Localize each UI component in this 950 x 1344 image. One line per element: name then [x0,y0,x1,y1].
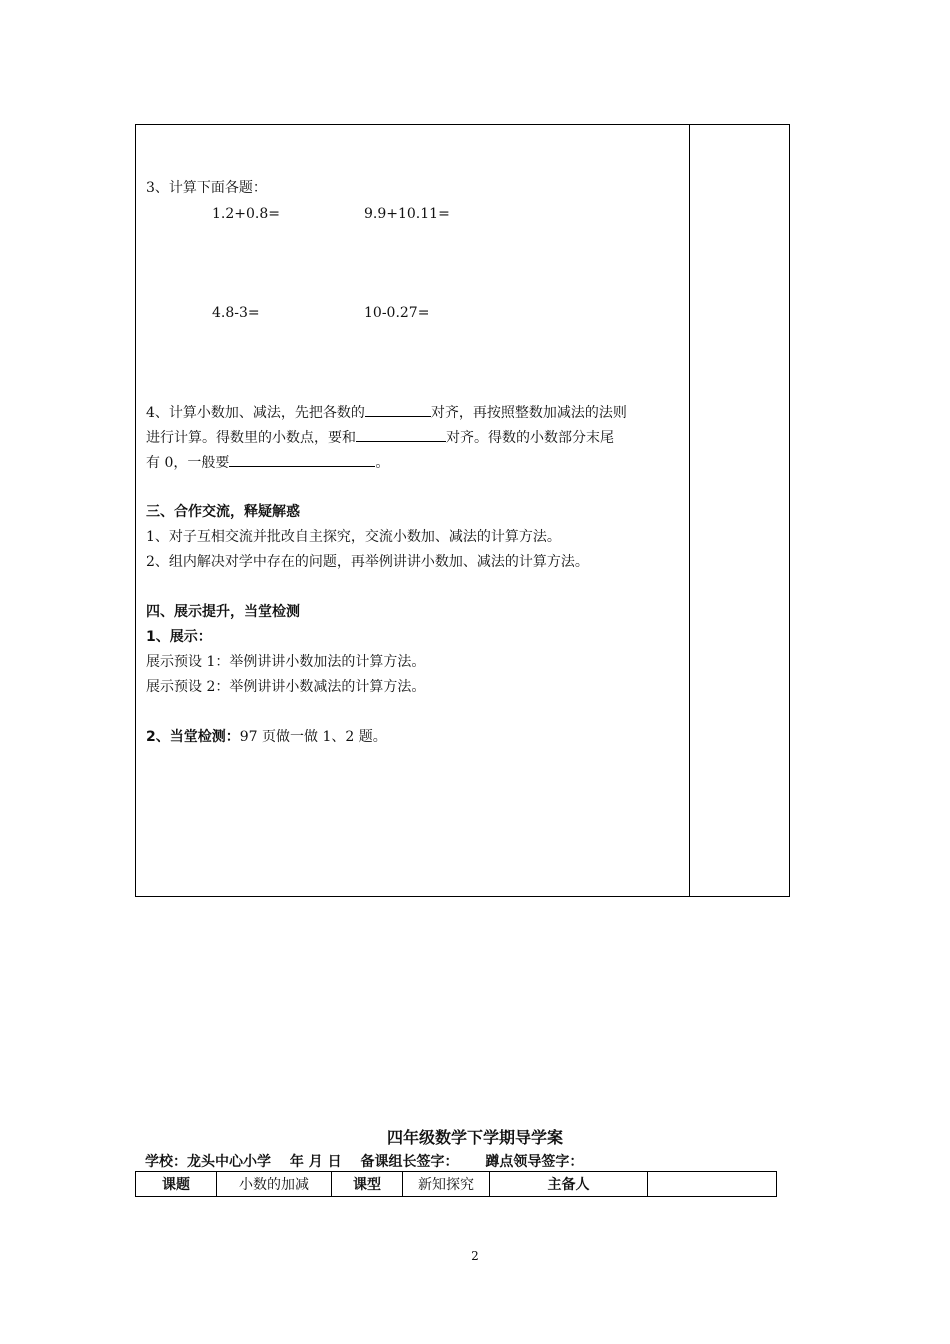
section4-line3-b: 。 [375,455,390,471]
topic-label: 课题 [136,1172,217,1197]
section4-line2-b: 对齐。得数的小数部分末尾 [446,430,614,446]
part4-preset-1: 展示预设 1：举例讲讲小数加法的计算方法。 [146,654,426,670]
page-title: 四年级数学下学期导学案 [386,1128,563,1147]
fill-blank-1[interactable] [365,402,431,417]
section4-line1-a: 4、计算小数加、减法，先把各数的 [146,405,365,421]
column-divider [689,125,690,896]
section4-line1-b: 对齐，再按照整数加减法的法则 [430,405,627,421]
school-label: 学校：龙头中心小学 [145,1154,271,1170]
problem-3: 4.8-3= [212,305,260,321]
part3-item-2: 2、组内解决对学中存在的问题，再举例讲讲小数加、减法的计算方法。 [146,554,589,570]
part3-heading: 三、合作交流，释疑解惑 [146,504,300,520]
part4-sub2-text: 97 页做一做 1、2 题。 [239,729,387,745]
leader-signature: 蹲点领导签字： [485,1154,584,1170]
lesson-table [135,124,790,897]
section4-line2-a: 进行计算。得数里的小数点，要和 [146,430,356,446]
type-value: 新知探究 [403,1172,490,1197]
section4-line3-a: 有 0，一般要 [146,455,230,471]
topic-value: 小数的加减 [217,1172,332,1197]
section4-line2 [146,427,614,448]
fill-blank-2[interactable] [356,427,446,442]
part4-sub2 [146,727,387,747]
section4-line3 [146,452,389,473]
date-label: 年 月 日 [289,1154,342,1170]
group-leader-signature: 备课组长签字： [360,1154,459,1170]
lesson-info-table [135,1171,777,1197]
preparer-value [648,1172,777,1197]
type-label: 课型 [332,1172,403,1197]
fill-blank-3[interactable] [229,452,375,467]
part4-sub1: 1、展示： [146,629,212,645]
header-info [145,1151,597,1171]
part4-heading: 四、展示提升，当堂检测 [146,604,300,620]
part3-item-1: 1、对子互相交流并批改自主探究，交流小数加、减法的计算方法。 [146,529,561,545]
problem-4: 10-0.27= [364,305,430,321]
problem-2: 9.9+10.11= [364,206,450,222]
problem-1: 1.2+0.8= [212,206,280,222]
page-number: 2 [471,1249,479,1263]
part4-preset-2: 展示预设 2：举例讲讲小数减法的计算方法。 [146,679,426,695]
preparer-label: 主备人 [490,1172,648,1197]
section3-heading: 3、计算下面各题： [146,180,267,196]
part4-sub2-label: 2、当堂检测： [146,729,240,745]
table-row [136,1172,777,1197]
section4-line1 [146,402,627,423]
